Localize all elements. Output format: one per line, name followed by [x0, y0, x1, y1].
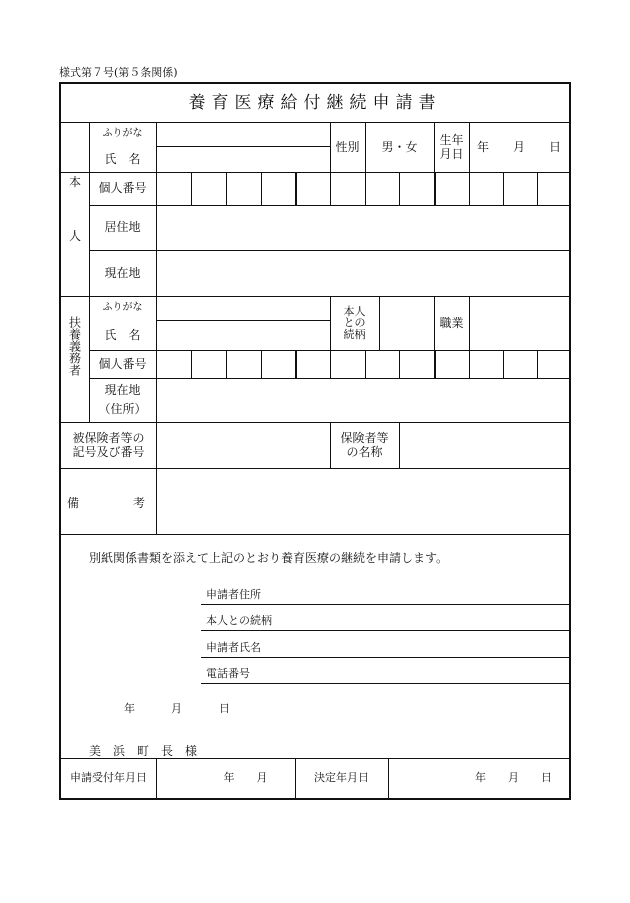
person-section-char: 本 [68, 174, 81, 189]
digit-divider [330, 172, 331, 205]
insurer-name-field[interactable] [400, 423, 567, 467]
person-residence-field[interactable] [157, 206, 567, 249]
remarks-label-right: 考 [133, 496, 146, 510]
insured-symbol-field[interactable] [157, 423, 329, 467]
digit-divider [295, 172, 297, 205]
digit-divider [537, 172, 538, 205]
applicant-name-field[interactable] [281, 634, 567, 656]
digit-divider [191, 350, 192, 378]
occupation-label: 職業 [439, 315, 464, 330]
insured-symbol-label: 被保険者等の 記号及び番号 [72, 430, 145, 459]
remarks-field[interactable] [157, 469, 567, 533]
birth-date-field[interactable]: 年 月 日 [476, 139, 561, 154]
divider [201, 683, 569, 684]
digit-divider [365, 350, 366, 378]
digit-divider [537, 350, 538, 378]
digit-divider [469, 350, 470, 378]
person-furigana-field[interactable] [157, 123, 329, 145]
addressee: 美 浜 町 長 様 [89, 744, 198, 758]
supporter-furigana-field[interactable] [157, 297, 329, 319]
decision-date-label: 決定年月日 [314, 771, 369, 785]
person-current-address-field[interactable] [157, 251, 567, 295]
form-number-label: 様式第７号(第５条関係) [59, 66, 178, 79]
divider [89, 350, 569, 351]
applicant-address-field[interactable] [281, 584, 567, 603]
digit-divider [503, 350, 504, 378]
applicant-relation-field[interactable] [291, 608, 567, 629]
person-furigana-label: ふりがな [102, 128, 143, 139]
form-title: 養育医療給付継続申請書 [188, 92, 442, 113]
application-date-month: 月 [171, 702, 182, 715]
digit-divider [365, 172, 366, 205]
sex-label: 性別 [335, 139, 360, 154]
birth-date-label: 生年 月日 [439, 132, 464, 161]
supporter-furigana-label: ふりがな [102, 302, 143, 313]
digit-divider [191, 172, 192, 205]
person-name-label: 氏 名 [104, 151, 141, 166]
divider [201, 657, 569, 658]
divider [201, 604, 569, 605]
application-date-day: 日 [219, 702, 230, 715]
digit-divider [295, 350, 297, 378]
relation-field[interactable] [380, 297, 433, 349]
supporter-name-label: 氏 名 [104, 327, 141, 342]
divider [201, 630, 569, 631]
received-date-value[interactable]: 年 月 [223, 771, 268, 785]
application-form [59, 82, 571, 800]
decision-date-value[interactable]: 年 月 日 [475, 771, 552, 785]
person-current-address-label: 現在地 [104, 265, 141, 280]
applicant-address-label: 申請者住所 [206, 588, 261, 601]
applicant-relation-label: 本人との続柄 [206, 614, 272, 627]
supporter-current-address-field[interactable] [157, 379, 567, 421]
digit-divider [434, 172, 436, 205]
insurer-name-label: 保険者等 の名称 [340, 430, 389, 459]
digit-divider [399, 350, 400, 378]
digit-divider [330, 350, 331, 378]
digit-divider [226, 172, 227, 205]
relation-label: 本人 との 続柄 [343, 304, 366, 341]
declaration-text: 別紙関係書類を添えて上記のとおり養育医療の継続を申請します。 [89, 551, 449, 565]
person-section-char: 人 [68, 229, 81, 243]
digit-divider [261, 172, 262, 205]
person-residence-label: 居住地 [104, 220, 141, 235]
person-name-field[interactable] [157, 147, 329, 171]
occupation-field[interactable] [470, 297, 567, 349]
digit-divider [261, 350, 262, 378]
supporter-individual-number-label: 個人番号 [98, 356, 147, 371]
digit-divider [434, 350, 436, 378]
supporter-current-address-label: 現在地 （住所） [98, 383, 147, 416]
digit-divider [226, 350, 227, 378]
received-date-label: 申請受付年月日 [70, 771, 147, 785]
person-individual-number-label: 個人番号 [98, 181, 147, 196]
person-section-label [61, 122, 89, 296]
supporter-name-field[interactable] [157, 321, 329, 349]
sex-options[interactable]: 男・女 [381, 139, 418, 154]
supporter-section-label: 扶養義務者 [67, 316, 82, 376]
application-date-year: 年 [124, 702, 135, 715]
digit-divider [399, 172, 400, 205]
applicant-phone-field[interactable] [281, 661, 567, 682]
digit-divider [469, 172, 470, 205]
divider [61, 534, 569, 535]
remarks-label-left: 備 [67, 496, 80, 510]
applicant-name-label: 申請者氏名 [206, 641, 261, 654]
digit-divider [503, 172, 504, 205]
applicant-phone-label: 電話番号 [206, 667, 250, 680]
